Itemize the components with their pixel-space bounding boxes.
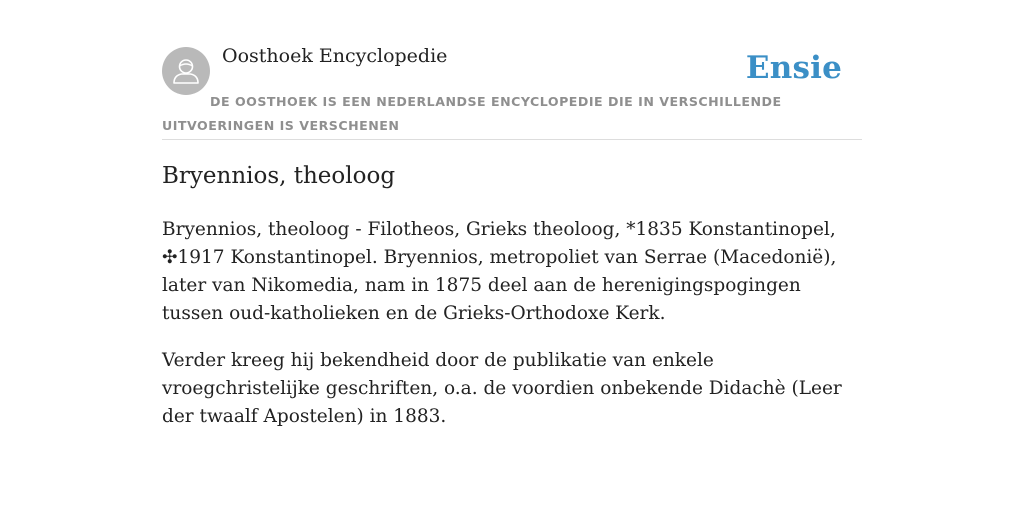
- avatar-silhouette: [162, 47, 210, 95]
- source-title[interactable]: Oosthoek Encyclopedie: [222, 45, 448, 67]
- article-body: [162, 216, 862, 450]
- ensie-logo[interactable]: Ensie: [745, 50, 842, 86]
- article-paragraph: Verder kreeg hij bekendheid door de publikatie van enkele vroegchristelijke geschriften, o.a. de voordien onbekende Didachè (Leer der twaalf Apostelen) in 1883.: [162, 350, 842, 427]
- article-title: Bryennios, theoloog: [162, 163, 396, 189]
- article-paragraph: Bryennios, theoloog - Filotheos, Grieks theoloog, *1835 Konstantinopel, ✣1917 Konstantinopel. Bryennios, metropoliet van Serrae (Macedonië), later van Nikomedia, nam in 1875 deel aan de herenigingspogingen tussen oud-katholieken en de Grieks-Orthodoxe Kerk.: [162, 219, 837, 324]
- source-description: DE OOSTHOEK IS EEN NEDERLANDSE ENCYCLOPEDIE DIE IN VERSCHILLENDE UITVOERINGEN IS VERSCHENEN: [162, 94, 782, 133]
- user-icon: [162, 47, 210, 95]
- header-divider: [162, 139, 862, 140]
